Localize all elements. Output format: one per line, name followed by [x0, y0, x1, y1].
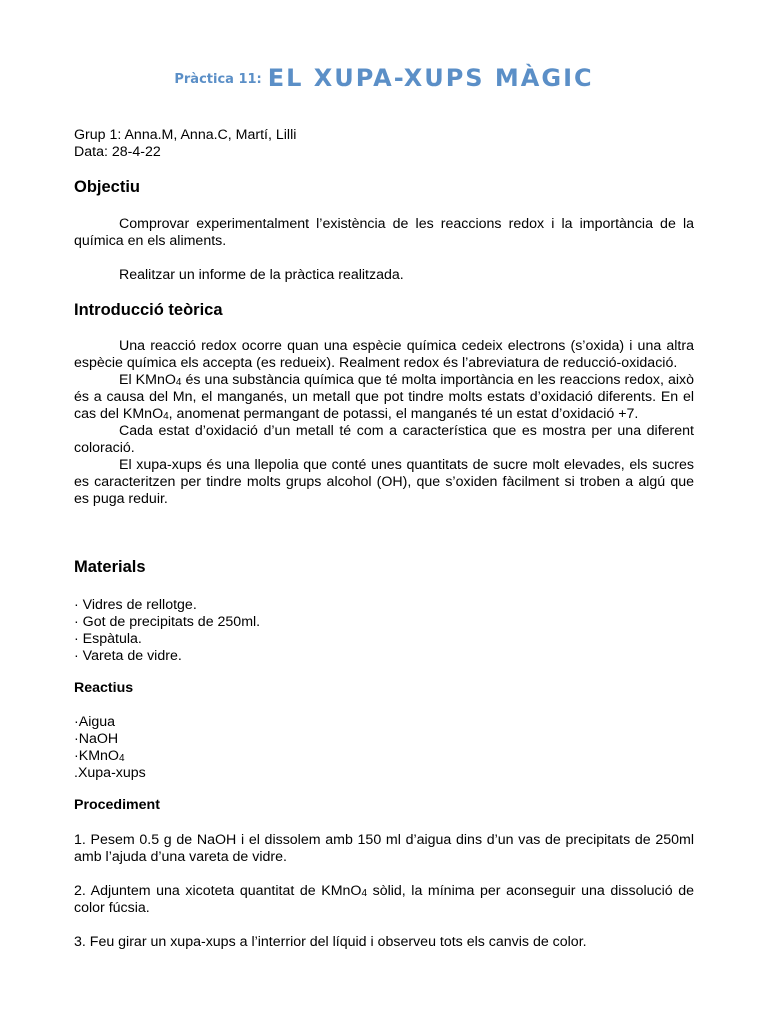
intro-text: [74, 338, 694, 508]
objectiu-text: [74, 216, 694, 284]
list-item: ·Aigua: [74, 714, 116, 730]
heading-objectiu: Objectiu: [74, 178, 141, 196]
intro-p2: El KMnO$_4$ és una substància química que té molta importància en les reaccions redox, això és a causa del Mn, el manganés, un metall que pot tindre molts estats d’oxidació diferents. En el cas del KMnO$_4$, anomenat permangant de potassi, el manganés té un estat d’oxidació +7.: [74, 372, 695, 422]
reactius-list: [74, 714, 146, 782]
materials-list: [74, 597, 260, 665]
group-line: Grup 1: Anna.M, Anna.C, Martí, Lilli: [74, 127, 297, 143]
page-title: [74, 64, 694, 92]
list-item: · Vareta de vidre.: [74, 648, 182, 664]
meta-info: [74, 127, 296, 161]
procediment-steps: [74, 832, 694, 951]
title-main: EL XUPA-XUPS MÀGIC: [267, 64, 594, 92]
list-item: · Espàtula.: [74, 631, 142, 647]
step-3: 3. Feu girar un xupa-xups a l’interrior del líquid i observeu tots els canvis de color.: [74, 934, 587, 950]
step-1: 1. Pesem 0.5 g de NaOH i el dissolem amb 150 ml d’aigua dins d’un vas de precipitats de 250ml amb l’ajuda d’una vareta de vidre.: [74, 832, 694, 865]
title-prefix: Pràctica 11:: [174, 72, 262, 87]
heading-materials: Materials: [74, 558, 146, 576]
date-line: Data: 28-4-22: [74, 144, 161, 160]
list-item: .Xupa-xups: [74, 765, 146, 781]
intro-p3: Cada estat d’oxidació d’un metall té com a característica que es mostra per una diferent coloració.: [74, 423, 694, 456]
objectiu-p2: Realitzar un informe de la pràctica realitzada.: [119, 267, 404, 283]
intro-p1: Una reacció redox ocorre quan una espècie química cedeix electrons (s’oxida) i una altra espècie química els accepta (es redueix). Realment redox és l’abreviatura de reducció-oxidació.: [74, 338, 694, 371]
list-item: ·KMnO$_4$: [74, 748, 125, 764]
heading-procediment: Procediment: [74, 797, 160, 813]
step-2: 2. Adjuntem una xicoteta quantitat de KMnO$_4$ sòlid, la mínima per aconseguir una dissolució de color fúcsia.: [74, 883, 694, 916]
heading-reactius: Reactius: [74, 680, 134, 696]
intro-p4: El xupa-xups és una llepolia que conté unes quantitats de sucre molt elevades, els sucres es caracteritzen per tindre molts grups alcohol (OH), que s’oxiden fàcilment si troben a algú que es puga reduir.: [74, 457, 694, 507]
heading-introduccio: Introducció teòrica: [74, 301, 223, 319]
objectiu-p1: Comprovar experimentalment l’existència de les reaccions redox i la importància de la química en els aliments.: [74, 216, 694, 249]
list-item: · Got de precipitats de 250ml.: [74, 614, 261, 630]
list-item: ·NaOH: [74, 731, 119, 747]
list-item: · Vidres de rellotge.: [74, 597, 197, 613]
